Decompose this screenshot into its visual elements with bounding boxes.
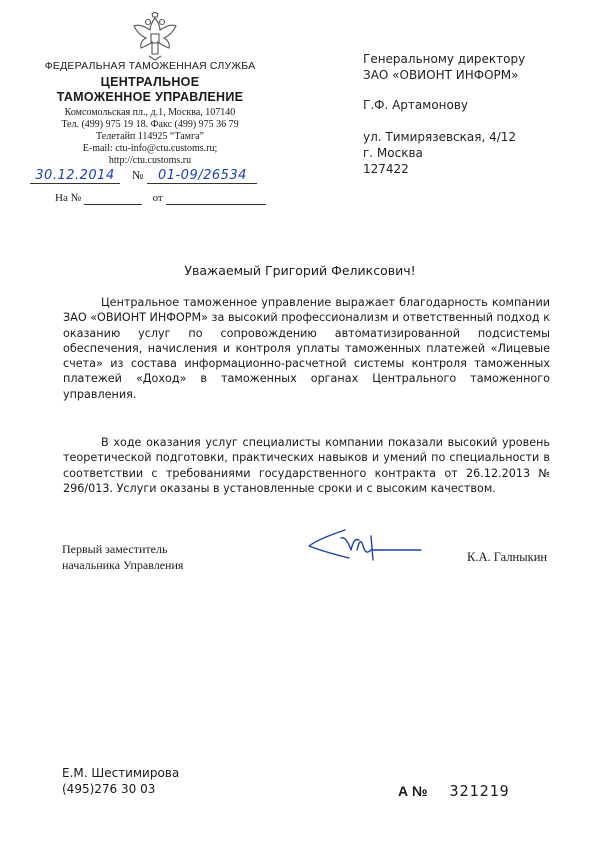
outgoing-number-prefix: № bbox=[132, 168, 144, 182]
form-serial bbox=[398, 782, 510, 800]
incoming-from-line bbox=[166, 192, 266, 205]
contact-block bbox=[62, 765, 179, 797]
recipient-name: Г.Ф. Артамонову bbox=[363, 98, 469, 112]
outgoing-ref bbox=[30, 166, 280, 184]
recipient-postcode: 127422 bbox=[363, 162, 409, 176]
signatory-name: К.А. Галныкин bbox=[467, 550, 548, 564]
incoming-from-label: от bbox=[152, 192, 163, 204]
agency-email: E-mail: ctu-info@ctu.customs.ru; bbox=[82, 143, 218, 154]
incoming-ref-line bbox=[84, 192, 142, 205]
contact-name: Е.М. Шестимирова bbox=[62, 766, 180, 780]
agency-address: Комсомольская пл., д.1, Москва, 107140 bbox=[64, 107, 236, 118]
agency-service: ФЕДЕРАЛЬНАЯ ТАМОЖЕННАЯ СЛУЖБА bbox=[44, 60, 256, 72]
incoming-ref bbox=[55, 192, 266, 205]
outgoing-date: 30.12.2014 bbox=[30, 168, 120, 184]
agency-website: http://ctu.customs.ru bbox=[108, 155, 192, 166]
agency-teletype: Телетайп 114925 “Тамга” bbox=[96, 131, 204, 142]
salutation: Уважаемый Григорий Феликсович! bbox=[184, 263, 416, 278]
outgoing-number: 01-09/26534 bbox=[147, 168, 257, 184]
recipient-street: ул. Тимирязевская, 4/12 bbox=[363, 130, 517, 144]
body-paragraph-2: В ходе оказания услуг специалисты компании показали высокий уровень теоретической подготовки, практических навыков и умений по специальности в соответствии с требованиями государственного контракта от 26.12.2013 № 296/013. Услуги оказаны в установленные сроки и с высоким качеством. bbox=[63, 436, 550, 495]
signatory-position-line2: начальника Управления bbox=[62, 558, 184, 572]
agency-phone: Тел. (499) 975 19 18. Факс (499) 975 36 79 bbox=[61, 119, 239, 130]
contact-phone: (495)276 30 03 bbox=[62, 782, 156, 796]
recipient-block bbox=[363, 51, 525, 177]
incoming-ref-label: На № bbox=[55, 192, 82, 204]
recipient-title: Генеральному директору bbox=[363, 52, 526, 66]
recipient-company: ЗАО «ОВИОНТ ИНФОРМ» bbox=[363, 68, 519, 82]
form-serial-series: А № bbox=[398, 783, 428, 799]
signatory-position-line1: Первый заместитель bbox=[62, 542, 168, 556]
recipient-city: г. Москва bbox=[363, 146, 423, 160]
signatory-position bbox=[62, 541, 183, 573]
handwritten-signature bbox=[305, 520, 425, 570]
letterhead bbox=[30, 60, 270, 167]
department-line1: ЦЕНТРАЛЬНОЕ bbox=[100, 75, 200, 89]
department-line2: ТАМОЖЕННОЕ УПРАВЛЕНИЕ bbox=[56, 90, 244, 104]
form-serial-number: 321219 bbox=[449, 782, 510, 800]
body-paragraph-1: Центральное таможенное управление выражает благодарность компании ЗАО «ОВИОНТ ИНФОРМ» за высокий профессионализм и ответственный подход к оказанию услуг по сопровождению автоматизированной подсистемы обеспечения, начисления и контроля уплаты таможенных платежей «Лицевые счета» из состава информационно-расчетной системы контроля таможенных платежей «Доход» в таможенных органах Центрального таможенного управления. bbox=[63, 296, 550, 401]
coat-of-arms-icon bbox=[132, 12, 178, 62]
